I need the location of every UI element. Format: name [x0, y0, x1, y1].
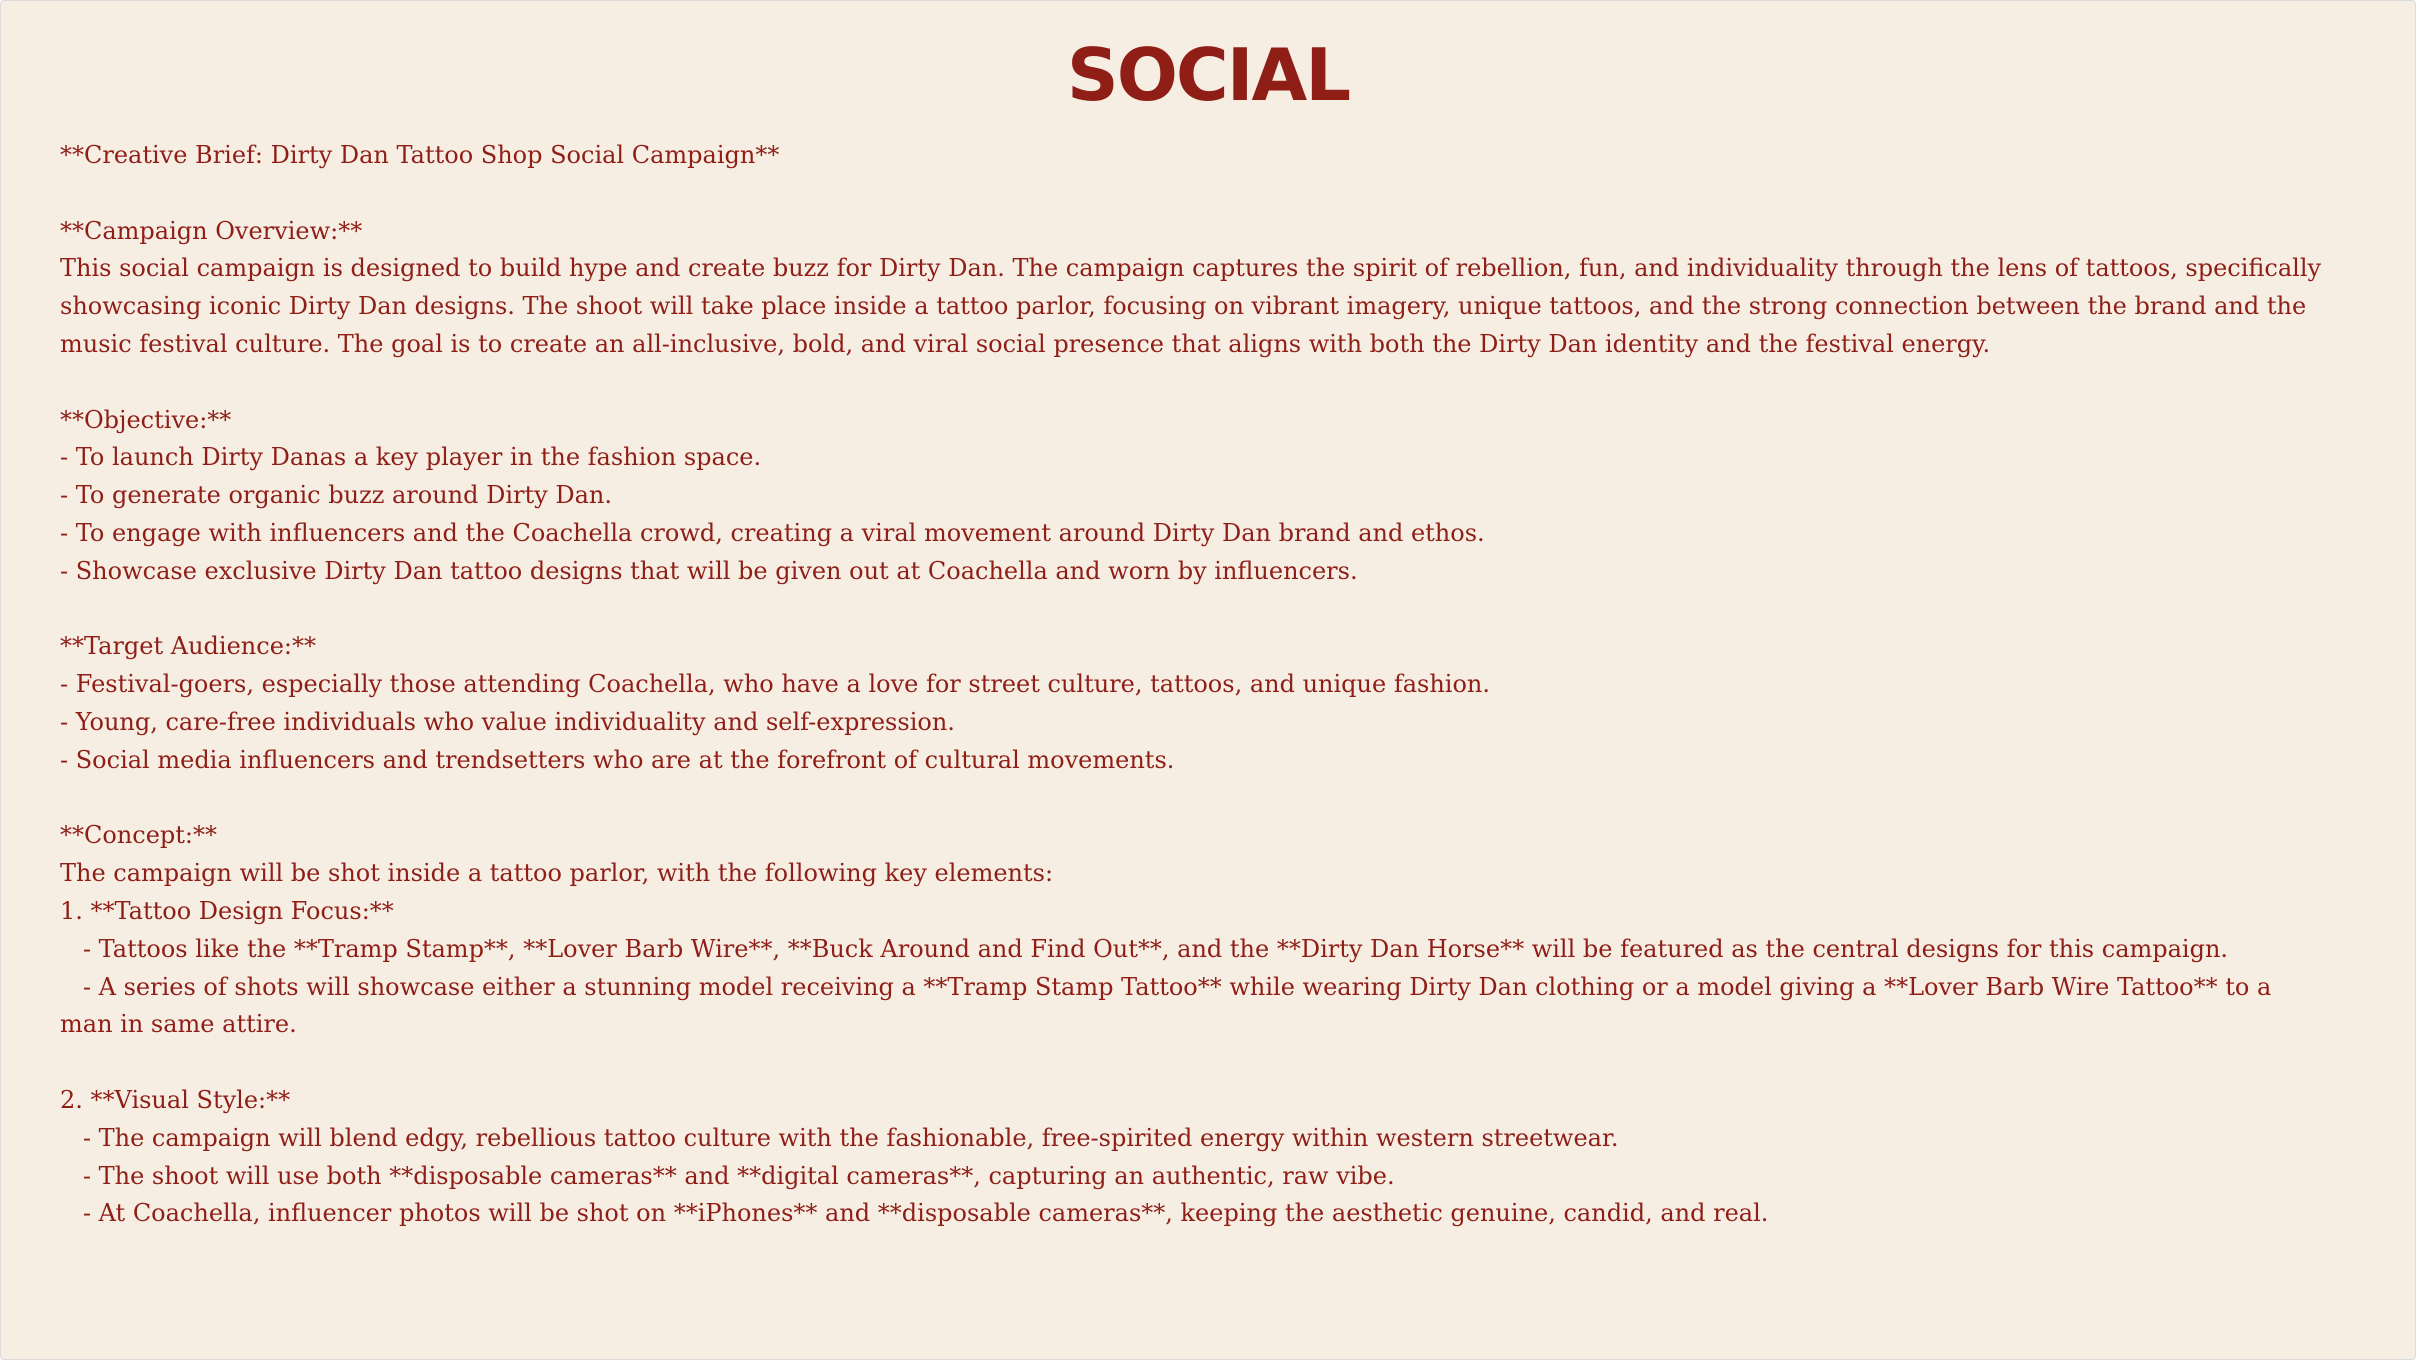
text-line: - To engage with influencers and the Coachella crowd, creating a viral movement around Dirty Dan brand and ethos. — [60, 518, 1485, 547]
text-line: - To generate organic buzz around Dirty Dan. — [60, 481, 612, 510]
text-line: 2. **Visual Style:** — [60, 1085, 291, 1114]
text-line: - A series of shots will showcase either a stunning model receiving a **Tramp Stamp Tattoo** while wearing Dirty Dan clothing or a model giving a **Lover Barb Wire Tattoo** to a — [60, 972, 2272, 1001]
text-line: - Festival-goers, especially those attending Coachella, who have a love for street culture, tattoos, and unique fashion. — [60, 670, 1491, 699]
text-line: - Social media influencers and trendsetters who are at the forefront of cultural movements. — [60, 745, 1175, 774]
text-line: **Creative Brief: Dirty Dan Tattoo Shop Social Campaign** — [60, 141, 780, 169]
text-line: **Concept:** — [60, 821, 218, 850]
text-line: - To launch Dirty Danas a key player in the fashion space. — [60, 443, 762, 472]
blank-line — [60, 591, 2360, 629]
text-line: **Objective:** — [60, 405, 232, 434]
text-line: - Showcase exclusive Dirty Dan tattoo designs that will be given out at Coachella and worn by influencers. — [60, 556, 1358, 585]
blank-line — [60, 175, 2360, 213]
text-line: - The campaign will blend edgy, rebellious tattoo culture with the fashionable, free-spirited energy within western streetwear. — [60, 1123, 1619, 1152]
blank-line — [60, 780, 2360, 818]
text-line: showcasing iconic Dirty Dan designs. The shoot will take place inside a tattoo parlor, focusing on vibrant imagery, unique tattoos, and the strong connection between the brand and the — [60, 292, 2307, 321]
text-line: - The shoot will use both **disposable cameras** and **digital cameras**, capturing an authentic, raw vibe. — [60, 1161, 1395, 1190]
text-line: music festival culture. The goal is to create an all-inclusive, bold, and viral social presence that aligns with both the Dirty Dan identity and the festival energy. — [60, 329, 1991, 358]
text-line: The campaign will be shot inside a tattoo parlor, with the following key elements: — [60, 859, 1054, 888]
page-title: SOCIAL — [1066, 33, 1350, 117]
text-line: **Target Audience:** — [60, 632, 316, 661]
text-line: - Tattoos like the **Tramp Stamp**, **Lover Barb Wire**, **Buck Around and Find Out**, and the **Dirty Dan Horse** will be featured as the central designs for this campaign. — [60, 934, 2229, 963]
text-line: - Young, care-free individuals who value individuality and self-expression. — [60, 707, 955, 736]
text-line: **Campaign Overview:** — [60, 216, 363, 245]
creative-brief-text — [60, 137, 2360, 1233]
text-line: 1. **Tattoo Design Focus:** — [60, 896, 394, 925]
blank-line — [60, 364, 2360, 402]
text-line: - At Coachella, influencer photos will be shot on **iPhones** and **disposable cameras**, keeping the aesthetic genuine, candid, and real. — [60, 1199, 1769, 1228]
text-line: This social campaign is designed to build hype and create buzz for Dirty Dan. The campaign captures the spirit of rebellion, fun, and individuality through the lens of tattoos, specifically — [60, 254, 2322, 283]
blank-line — [60, 1044, 2360, 1082]
text-line: man in same attire. — [60, 1010, 297, 1039]
